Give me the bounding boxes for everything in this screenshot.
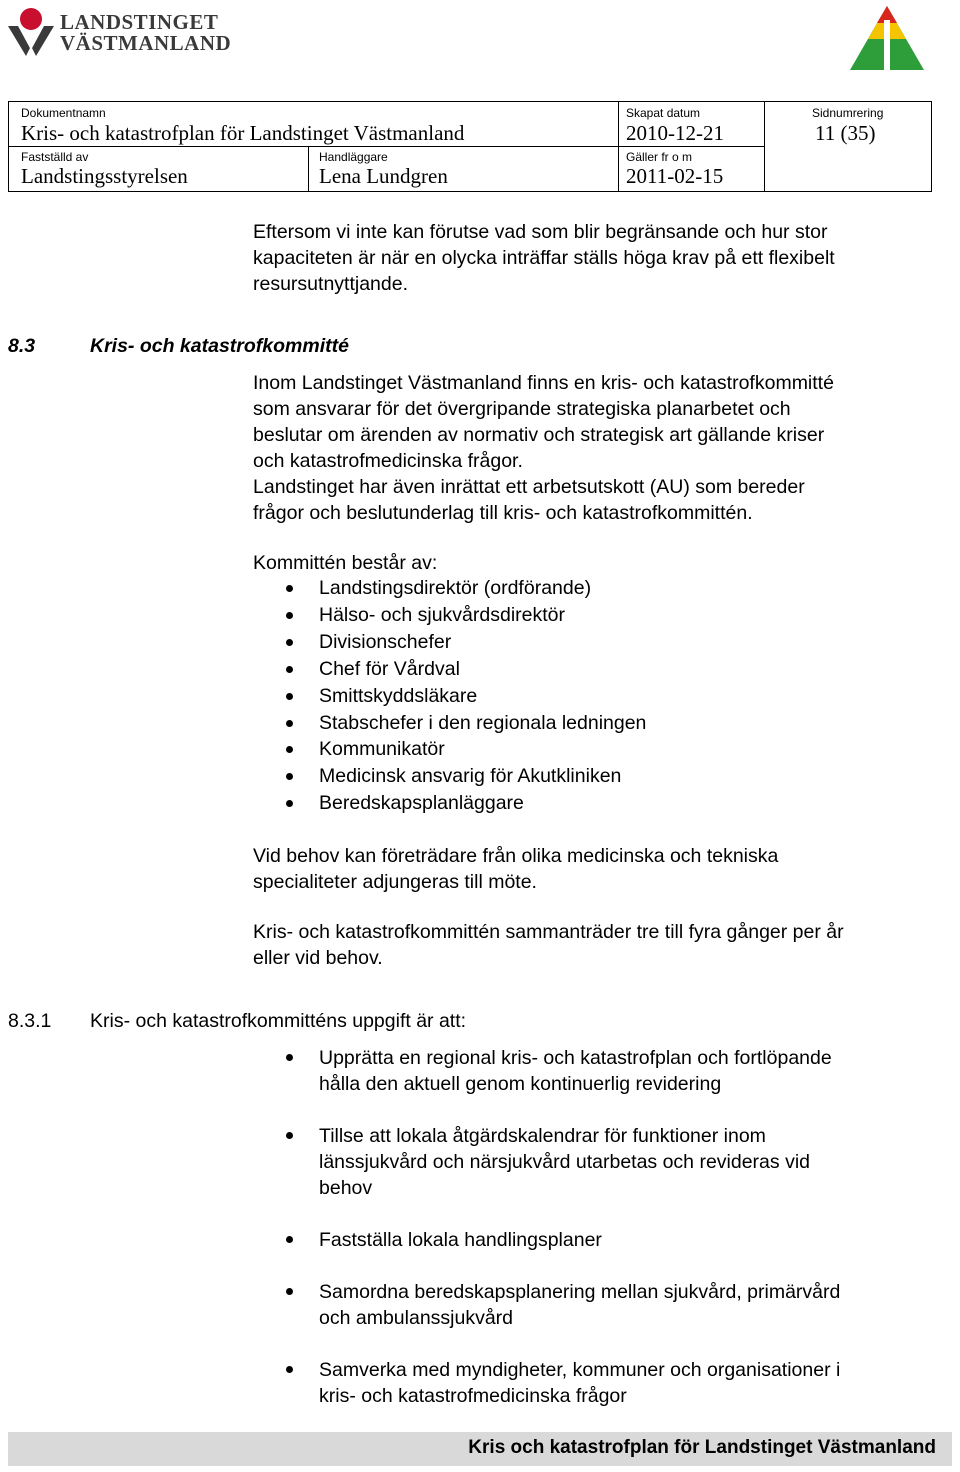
text-line: Landstinget har även inrättat ett arbetsutskott (AU) som bereder xyxy=(253,476,805,498)
list-item: Samordna beredskapsplanering mellan sjukvård, primärvård och ambulanssjukvård xyxy=(253,1279,840,1331)
bullet-icon xyxy=(286,1054,293,1061)
text-line: specialiteter adjungeras till möte. xyxy=(253,871,537,893)
bullet-icon xyxy=(286,612,293,619)
text-line: frågor och beslutunderlag till kris- och katastrofkommittén. xyxy=(253,502,753,524)
bullet-icon xyxy=(286,585,293,592)
intro-paragraph xyxy=(253,219,835,297)
galler-fr-o-m-label: Gäller fr o m xyxy=(626,150,693,164)
text-line: som ansvarar för det övergripande strategiska planarbetet och xyxy=(253,398,791,420)
meetings-paragraph xyxy=(253,919,844,971)
dokumentnamn-value: Kris- och katastrofplan för Landstinget Västmanland xyxy=(21,121,465,145)
text-line: beslutar om ärenden av normativ och strategisk art gällande kriser xyxy=(253,424,825,446)
tasks-list xyxy=(253,1045,840,1409)
members-list xyxy=(253,575,646,817)
handlaggare-label: Handläggare xyxy=(319,150,388,164)
list-item: Medicinsk ansvarig för Akutkliniken xyxy=(253,763,646,790)
list-item: Upprätta en regional kris- och katastrofplan och fortlöpande hålla den aktuell genom kontinuerlig revidering xyxy=(253,1045,840,1097)
logo-line-1: LANDSTINGET xyxy=(60,10,219,34)
list-item: Stabschefer i den regionala ledningen xyxy=(253,710,646,737)
landstinget-logo-icon xyxy=(6,6,56,56)
bullet-icon xyxy=(286,773,293,780)
sidnumrering-label: Sidnumrering xyxy=(812,106,884,120)
bullet-icon xyxy=(286,746,293,753)
section-number: 8.3 xyxy=(8,335,36,357)
logo-line-2: VÄSTMANLAND xyxy=(60,31,232,55)
list-item: Tillse att lokala åtgärdskalendrar för funktioner inom länssjukvård och närsjukvård utarbetas och revideras vid behov xyxy=(253,1123,840,1201)
members-intro: Kommittén består av: xyxy=(253,552,438,574)
adjungering-paragraph xyxy=(253,843,778,895)
bullet-icon xyxy=(286,1236,293,1243)
bullet-icon xyxy=(286,720,293,727)
faststalld-av-value: Landstingsstyrelsen xyxy=(21,164,188,188)
text-line: resursutnyttjande. xyxy=(253,273,409,295)
faststalld-av-label: Fastställd av xyxy=(21,150,89,164)
list-item: Chef för Vårdval xyxy=(253,656,646,683)
landstinget-logo xyxy=(6,6,232,58)
text-line: Inom Landstinget Västmanland finns en kris- och katastrofkommitté xyxy=(253,372,834,394)
triangle-emblem xyxy=(846,2,928,74)
section-paragraph xyxy=(253,370,834,526)
list-item: Smittskyddsläkare xyxy=(253,683,646,710)
galler-fr-o-m-value: 2011-02-15 xyxy=(626,164,724,188)
triangle-emblem-icon xyxy=(846,2,928,74)
bullet-icon xyxy=(286,639,293,646)
skapat-datum-label: Skapat datum xyxy=(626,106,701,120)
list-item: Landstingsdirektör (ordförande) xyxy=(253,575,646,602)
list-item: Beredskapsplanläggare xyxy=(253,790,646,817)
document-header-table xyxy=(8,101,932,192)
page-footer xyxy=(8,1432,952,1466)
list-item: Divisionschefer xyxy=(253,629,646,656)
list-item: Fastställa lokala handlingsplaner xyxy=(253,1227,840,1253)
bullet-icon xyxy=(286,1132,293,1139)
bullet-icon xyxy=(286,1288,293,1295)
footer-title: Kris och katastrofplan för Landstinget Västmanland xyxy=(468,1437,936,1458)
bullet-icon xyxy=(286,666,293,673)
subsection-title: Kris- och katastrofkommitténs uppgift är att: xyxy=(90,1010,467,1032)
list-item: Kommunikatör xyxy=(253,736,646,763)
text-line: och katastrofmedicinska frågor. xyxy=(253,450,523,472)
text-line: kapaciteten är när en olycka inträffar ställs höga krav på ett flexibelt xyxy=(253,247,835,269)
skapat-datum-value: 2010-12-21 xyxy=(626,121,724,145)
subsection-number: 8.3.1 xyxy=(8,1010,52,1032)
text-line: Kris- och katastrofkommittén sammanträder tre till fyra gånger per år xyxy=(253,921,844,943)
list-item: Hälso- och sjukvårdsdirektör xyxy=(253,602,646,629)
text-line: Eftersom vi inte kan förutse vad som blir begränsande och hur stor xyxy=(253,221,828,243)
handlaggare-value: Lena Lundgren xyxy=(319,164,448,188)
bullet-icon xyxy=(286,800,293,807)
section-title: Kris- och katastrofkommitté xyxy=(90,335,349,357)
sidnumrering-value: 11 (35) xyxy=(815,121,876,145)
text-line: eller vid behov. xyxy=(253,947,383,969)
bullet-icon xyxy=(286,693,293,700)
bullet-icon xyxy=(286,1366,293,1373)
list-item: Samverka med myndigheter, kommuner och organisationer i kris- och katastrofmedicinska frågor xyxy=(253,1357,840,1409)
dokumentnamn-label: Dokumentnamn xyxy=(21,106,106,120)
text-line: Vid behov kan företrädare från olika medicinska och tekniska xyxy=(253,845,779,867)
